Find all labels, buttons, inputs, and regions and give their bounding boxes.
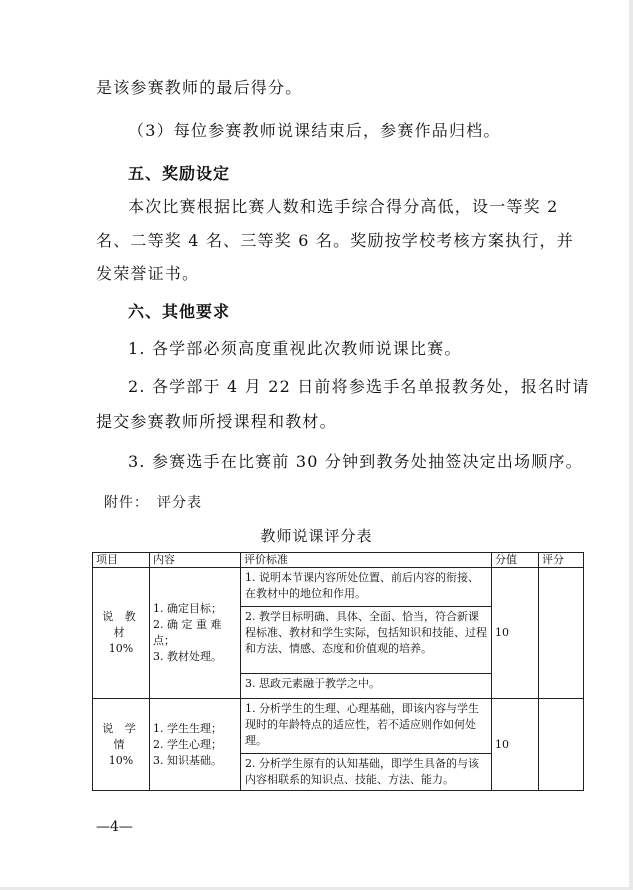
- page-right-edge: [629, 0, 633, 890]
- paragraph-line: （3）每位参赛教师说课结束后，参赛作品归档。: [128, 121, 501, 140]
- section-heading: 五、奖励设定: [128, 164, 231, 183]
- score-cell: 10: [492, 699, 539, 791]
- content-line: 2. 确 定 重 难 点；: [153, 618, 222, 647]
- item-weight: 10%: [108, 753, 134, 767]
- content-line: 2. 学生心理；: [153, 737, 222, 751]
- criteria-cell: 2. 分析学生原有的认知基础，即学生具备的与该内容相联系的知识点、技能、方法、能力。: [241, 754, 492, 791]
- table-title: 教师说课评分表: [260, 527, 373, 545]
- criteria-cell: 3. 思政元素融于教学之中。: [241, 674, 492, 699]
- score-cell: 10: [492, 568, 539, 699]
- content-line: 3. 知识基础。: [153, 753, 222, 767]
- item-cell: [93, 699, 150, 791]
- paragraph-line: 3. 参赛选手在比赛前 30 分钟到教务处抽签决定出场顺序。: [128, 452, 583, 471]
- item-weight: 10%: [108, 642, 134, 655]
- header-score: 分值: [492, 553, 539, 568]
- content-line: 1. 确定目标；: [153, 602, 222, 615]
- item-cell: [93, 568, 150, 699]
- content-cell: [150, 568, 241, 699]
- paragraph-line: 是该参赛教师的最后得分。: [96, 78, 303, 97]
- paragraph-line: 2. 各学部于 4 月 22 日前将参选手名单报教务处，报名时请: [128, 377, 590, 396]
- criteria-cell: 2. 教学目标明确、具体、全面、恰当，符合新课程标准、教材和学生实际，包括知识和技能、过程和方法、情感、态度和价值观的培养。: [241, 607, 492, 674]
- rating-cell[interactable]: [539, 699, 584, 791]
- criteria-cell: 1. 分析学生的生理、心理基础，即该内容与学生现时的年龄特点的适应性，若不适应则作如何处理。: [241, 699, 492, 754]
- table-row: [93, 568, 584, 607]
- rating-cell[interactable]: [539, 568, 584, 699]
- header-content: 内容: [150, 553, 241, 568]
- paragraph-line: 名、二等奖 4 名、三等奖 6 名。奖励按学校考核方案执行，并: [96, 231, 574, 250]
- paragraph-line: 提交参赛教师所授课程和教材。: [96, 412, 337, 431]
- header-rating: 评分: [539, 553, 584, 568]
- table-header-row: [93, 553, 584, 568]
- paragraph-line: 发荣誉证书。: [96, 264, 200, 283]
- header-item: 项目: [93, 553, 150, 568]
- paragraph-line: 本次比赛根据比赛人数和选手综合得分高低，设一等奖 2: [128, 197, 559, 216]
- section-heading: 六、其他要求: [128, 302, 231, 321]
- scoring-table: [92, 552, 584, 791]
- content-line: 3. 教材处理。: [153, 650, 222, 663]
- item-name: 说 学情: [102, 721, 140, 751]
- criteria-cell: 1. 说明本节课内容所处位置、前后内容的衔接、在教材中的地位和作用。: [241, 568, 492, 607]
- attachment-label: 附件： 评分表: [104, 495, 202, 511]
- item-name: 说 教材: [102, 610, 140, 639]
- header-criteria: 评价标准: [241, 553, 492, 568]
- paragraph-line: 1. 各学部必须高度重视此次教师说课比赛。: [128, 339, 462, 358]
- content-line: 1. 学生生理；: [153, 721, 222, 735]
- table-row: [93, 699, 584, 754]
- content-cell: [150, 699, 241, 791]
- page-number: —4—: [96, 819, 133, 835]
